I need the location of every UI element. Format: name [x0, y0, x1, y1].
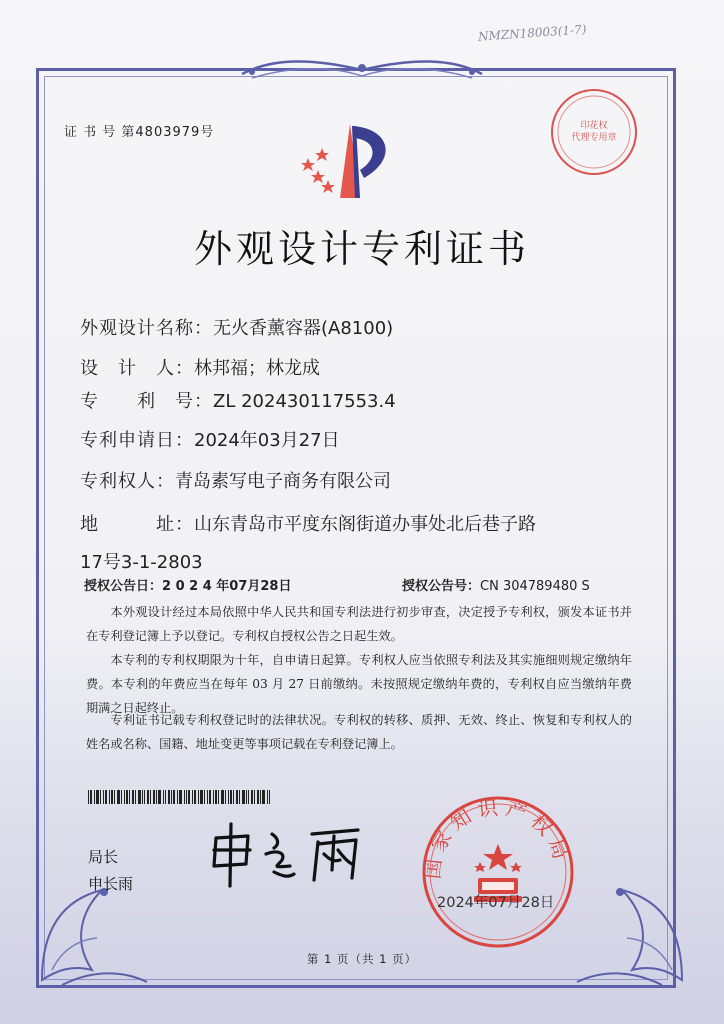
- barcode: [88, 790, 272, 804]
- certificate-number: 证 书 号 第4803979号: [64, 125, 215, 140]
- design-name-label: 外观设计名称：: [80, 318, 213, 339]
- page-title: 外观设计专利证书: [193, 227, 530, 271]
- designer-row: [80, 354, 320, 380]
- top-scroll-ornament: [232, 56, 492, 84]
- filing-date-label: 专利申请日：: [80, 430, 194, 451]
- patentee-value: 青岛素写电子商务有限公司: [175, 471, 391, 492]
- patentee-row: [80, 467, 391, 493]
- svg-text:代理专用章: 代理专用章: [571, 133, 617, 143]
- paragraph-3: 专利证书记载专利权登记时的法律状况。专利权的转移、质押、无效、终止、恢复和专利权人的姓名或名称、国籍、地址变更等事项记载在专利登记簿上。: [86, 713, 632, 751]
- address-label: 地 址：: [80, 514, 194, 535]
- address-line2: 17号3-1-2803: [80, 552, 203, 573]
- bottom-right-ornament: [572, 870, 692, 990]
- grant-date-label: 授权公告日：: [84, 579, 163, 594]
- address-value-line1: 山东青岛市平度东阁街道办事处北后巷子路: [194, 514, 536, 535]
- patentee-label: 专利权人：: [80, 471, 175, 492]
- patent-number-row: [80, 387, 396, 413]
- patent-number-label: 专 利 号：: [80, 391, 213, 412]
- page-footer: 第 1 页（共 1 页）: [306, 952, 418, 966]
- patent-office-logo: [294, 118, 406, 204]
- paragraph-1: 本外观设计经过本局依照中华人民共和国专利法进行初步审查，决定授予专利权，颁发本证书并在专利登记簿上予以登记。专利权自授权公告之日起生效。: [86, 605, 632, 643]
- designer-label: 设 计 人：: [80, 358, 194, 379]
- designer-value: 林邦福；林龙成: [194, 358, 320, 379]
- ip-office-seal: [418, 792, 578, 952]
- grant-number-value: CN 304789480 S: [480, 579, 590, 594]
- director-name: 申长雨: [88, 875, 134, 893]
- grant-date-value: 2 0 2 4 年07月28日: [162, 579, 292, 594]
- grant-number-label: 授权公告号：: [402, 579, 481, 594]
- handwritten-note: NMZN18003(1-7): [477, 22, 587, 44]
- grant-date-row: [84, 575, 291, 594]
- director-title: 局长: [88, 848, 119, 866]
- paragraph-2: 本专利的专利权期限为十年，自申请日起算。专利权人应当依照专利法及其实施细则规定缴纳年费。本专利的年费应当在每年 03 月 27 日前缴纳。未按照规定缴纳年费的，专利权自应当缴纳年费期满之日起终止。: [86, 653, 632, 715]
- director-signature: [200, 820, 370, 890]
- address-row: [80, 510, 536, 536]
- svg-text:国家知识产权局: [420, 795, 575, 880]
- agency-seal: [548, 86, 640, 178]
- filing-date-value: 2024年03月27日: [194, 430, 340, 451]
- patent-number-value: ZL 202430117553.4: [213, 391, 396, 412]
- design-name-value: 无火香薰容器(A8100): [213, 318, 394, 339]
- design-name-row: [80, 314, 393, 340]
- svg-text:印花权: 印花权: [580, 121, 608, 131]
- seal-text: 国家知识产权局: [420, 794, 575, 881]
- grant-number-row: [402, 575, 590, 594]
- filing-date-row: [80, 426, 340, 452]
- seal-date: 2024年07月28日: [437, 895, 555, 911]
